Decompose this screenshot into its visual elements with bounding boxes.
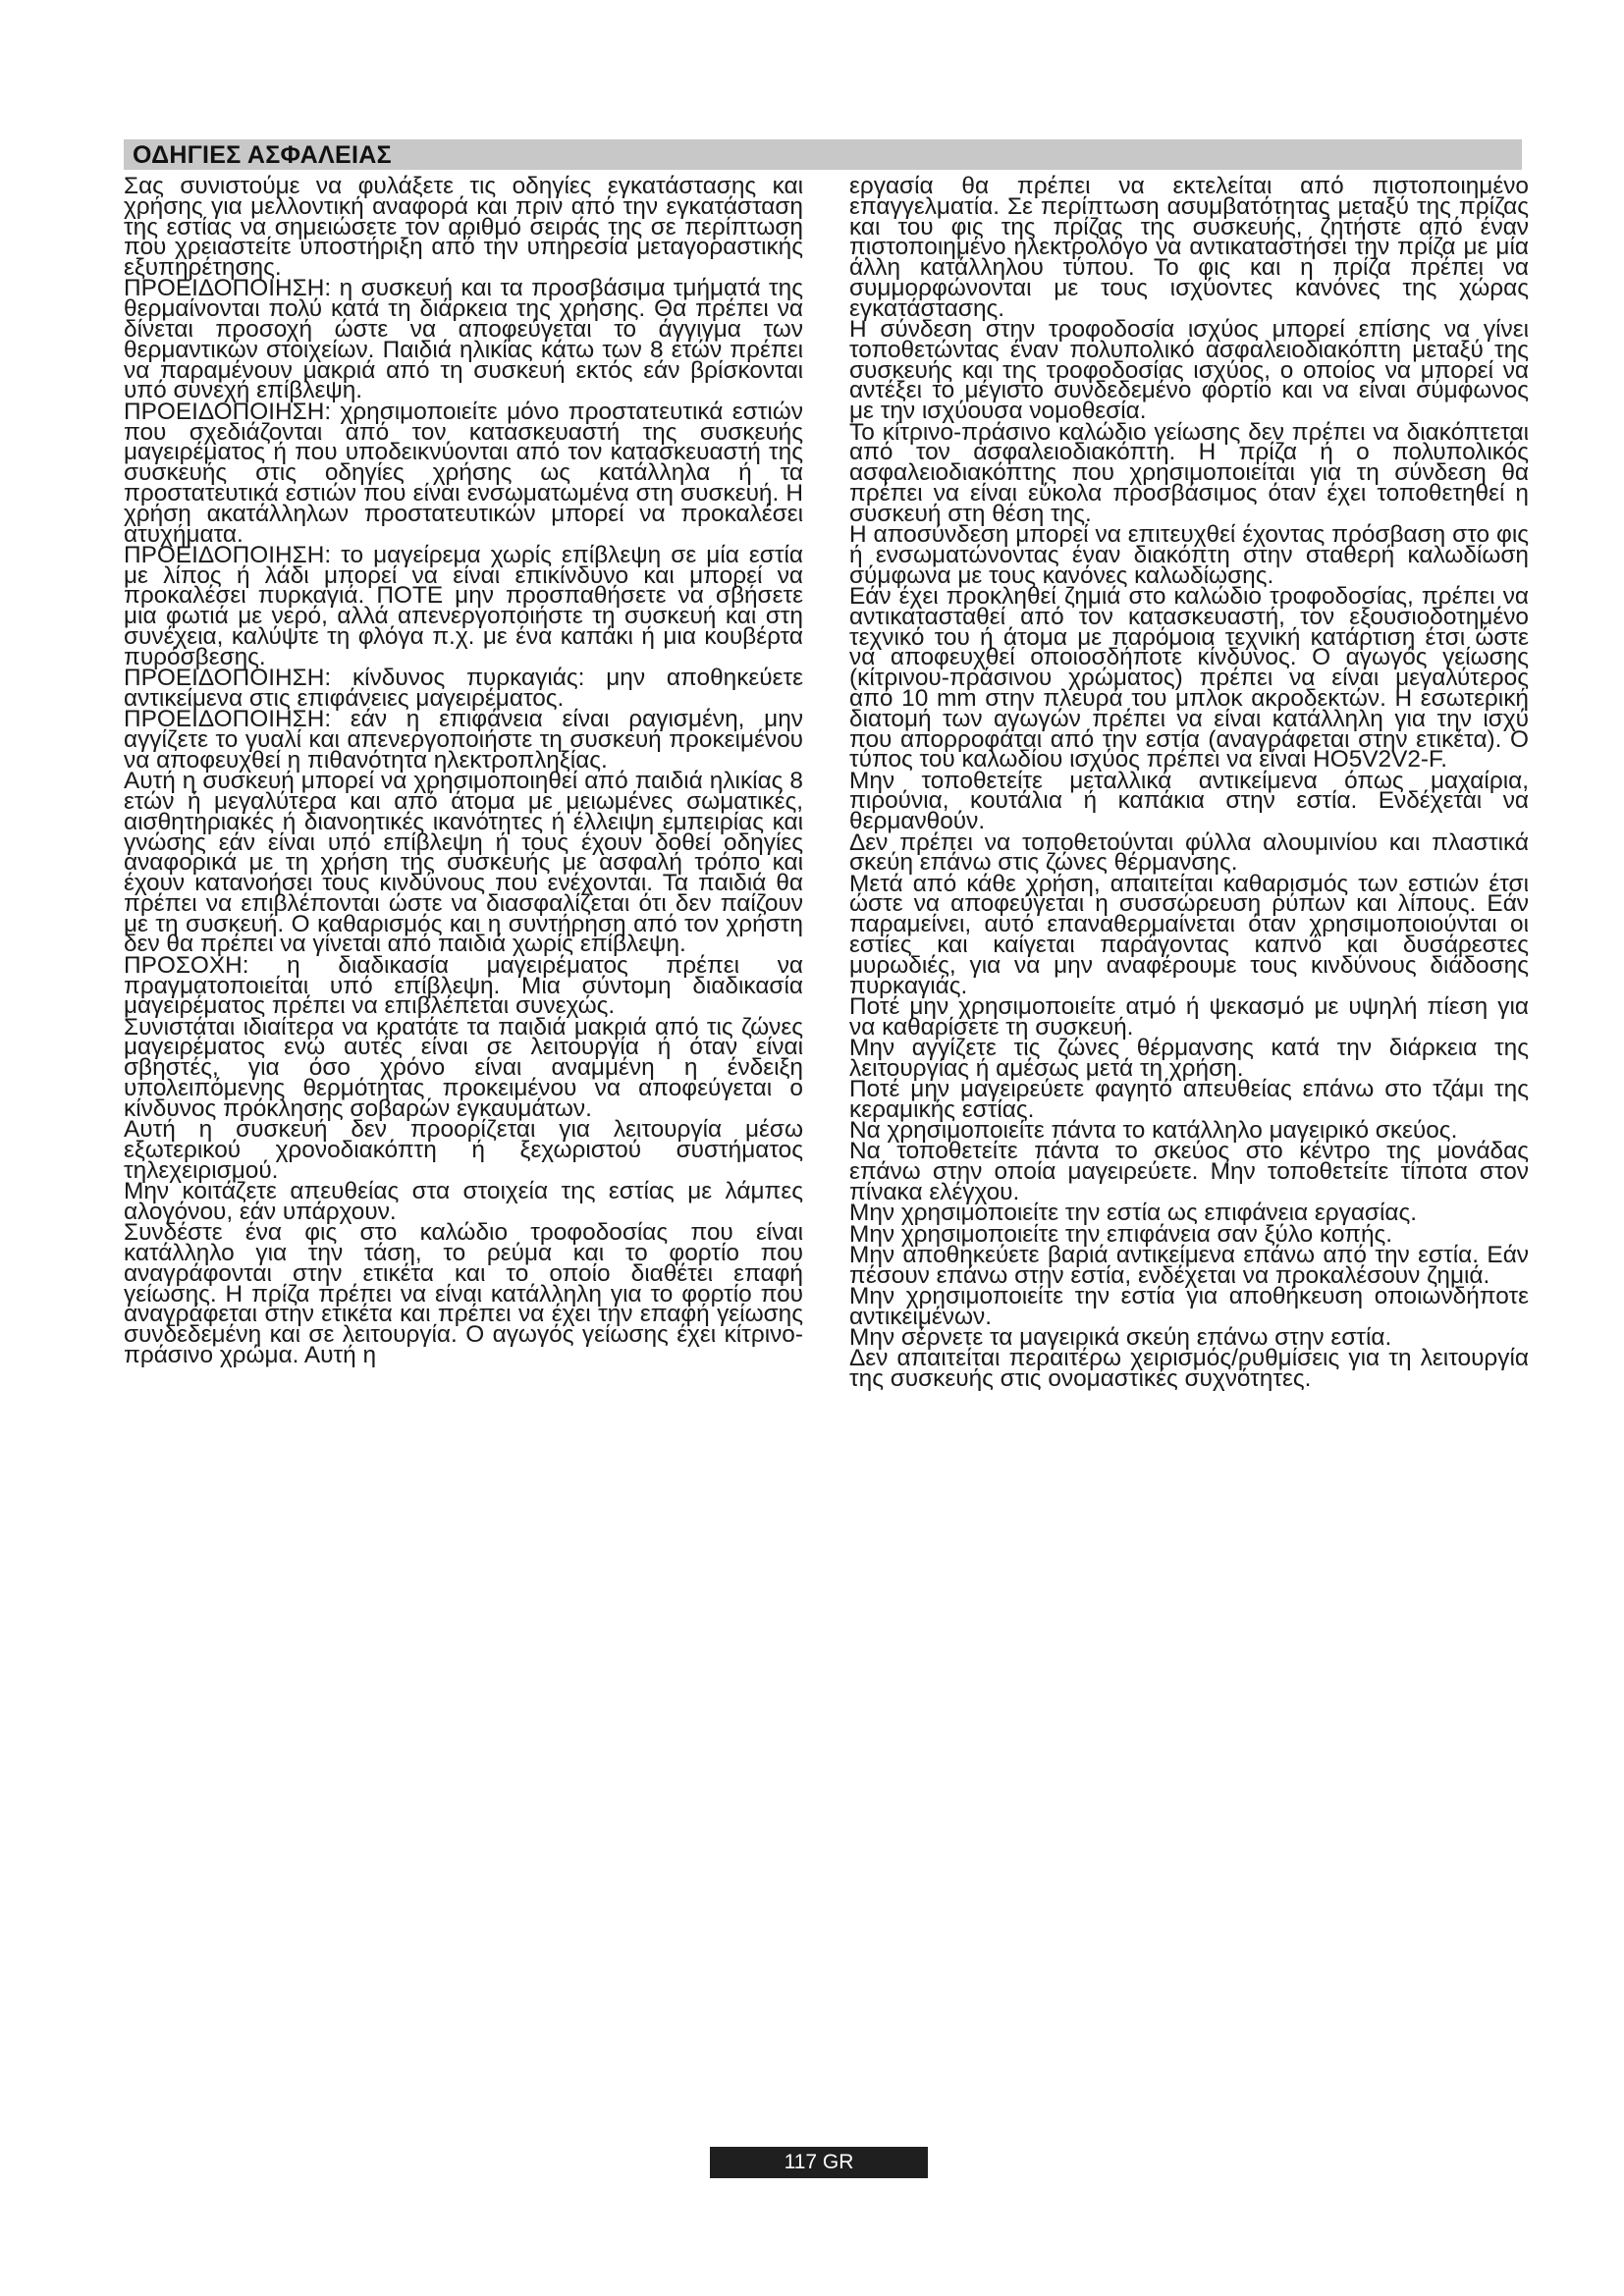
paragraph: Μην σέρνετε τα μαγειρικά σκεύη επάνω στην εστία. <box>849 1324 1392 1352</box>
paragraph: Ποτέ μην χρησιμοποιείτε ατμό ή ψεκασμό με υψηλή πίεση για να καθαρίσετε τη συσκευή. <box>849 992 1529 1041</box>
paragraph: Μετά από κάθε χρήση, απαιτείται καθαρισμός των εστιών έτσι ώστε να αποφεύγεται η συσσώρευση ρύπων και λίπους. Εάν παραμείνει, αυτό επαναθερμαίνεται όταν χρησιμοποιούνται οι εστίες και καίγεται παράγοντας καπνό και δυσάρεστες μυρωδιές, για να μην αναφέρουμε τους κινδύνους διάδοσης πυρκαγιάς. <box>849 870 1529 999</box>
paragraph: Συνδέστε ένα φις στο καλώδιο τροφοδοσίας που είναι κατάλληλο για την τάση, το ρεύμα και το φορτίο που αναγράφονται στην ετικέτα και το οποίο διαθέτει επαφή γείωσης. Η πρίζα πρέπει να είναι κατάλληλη για το φορτίο που αναγράφεται στην ετικέτα και πρέπει να έχει την επαφή γείωσης συνδεδεμένη και σε λειτουργία. Ο αγωγός γείωσης έχει κίτρινο-πράσινο χρώμα. Αυτή η <box>124 1219 803 1368</box>
paragraph: Σας συνιστούμε να φυλάξετε τις οδηγίες εγκατάστασης και χρήσης για μελλοντική αναφορά και πριν από την εγκατάσταση της εστίας να σημειώσετε τον αριθμό σειράς της σε περίπτωση που χρειαστείτε υποστήριξη από την υπηρεσία μεταγοραστικής εξυπηρέτησης. <box>124 173 803 282</box>
page-number: 117 GR <box>784 2151 854 2173</box>
paragraph: ΠΡΟΕΙΔΟΠΟΙΗΣΗ: η συσκευή και τα προσβάσιμα τμήματά της θερμαίνονται πολύ κατά τη διάρκεια της χρήσης. Θα πρέπει να δίνεται προσοχή ώστε να αποφεύγεται το άγγιγμα των θερμαντικών στοιχείων. Παιδιά ηλικίας κάτω των 8 ετών πρέπει να παραμένουν μακριά από τη συσκευή εκτός εάν βρίσκονται υπό συνεχή επίβλεψη. <box>124 275 803 404</box>
paragraph: εργασία θα πρέπει να εκτελείται από πιστοποιημένο επαγγελματία. Σε περίπτωση ασυμβατότητας μεταξύ της πρίζας και του φις της πρίζας της συσκευής, ζητήστε από έναν πιστοποιημένο ηλεκτρολόγο να αντικαταστήσει την πρίζα με μία άλλη κατάλληλου τύπου. Το φις και η πρίζα πρέπει να συμμορφώνονται με τους ισχύοντες κανόνες της χώρας εγκατάστασης. <box>849 173 1529 322</box>
paragraph: Το κίτρινο-πράσινο καλώδιο γείωσης δεν πρέπει να διακόπτεται από τον ασφαλειοδιακόπτη. Η πρίζα ή ο πολυπολικός ασφαλειοδιακόπτης που χρησιμοποιείται για τη σύνδεση θα πρέπει να είναι εύκολα προσβάσιμος όταν έχει τοποθετηθεί η συσκευή στη θέση της. <box>849 418 1529 527</box>
paragraph: Αυτή η συσκευή μπορεί να χρησιμοποιηθεί από παιδιά ηλικίας 8 ετών ή μεγαλύτερα και από άτομα με μειωμένες σωματικές, αισθητηριακές ή διανοητικές ικανότητες ή έλλειψη εμπειρίας και γνώσης εάν είναι υπό επίβλεψη ή τους έχουν δοθεί οδηγίες αναφορικά με τη χρήση της συσκευής με ασφαλή τρόπο και έχουν κατανοήσει τους κινδύνους που ενέχονται. Τα παιδιά θα πρέπει να επιβλέπονται ώστε να διασφαλίζεται ότι δεν παίζουν με τη συσκευή. Ο καθαρισμός και η συντήρηση από τον χρήστη δεν θα πρέπει να γίνεται από παιδιά χωρίς επίβλεψη. <box>124 768 803 958</box>
paragraph: ΠΡΟΕΙΔΟΠΟΙΗΣΗ: εάν η επιφάνεια είναι ραγισμένη, μην αγγίζετε το γυαλί και απενεργοποιήστε τη συσκευή προκειμένου να αποφευχθεί η πιθανότητα ηλεκτροπληξίας. <box>124 706 803 774</box>
paragraph: Μην χρησιμοποιείτε την εστία ως επιφάνεια εργασίας. <box>849 1200 1418 1227</box>
paragraph: Η σύνδεση στην τροφοδοσία ισχύος μπορεί επίσης να γίνει τοποθετώντας έναν πολυπολικό ασφαλειοδιακόπτη μεταξύ της συσκευής και της τροφοδοσίας ισχύος, ο οποίος να μπορεί να αντέξει το μέγιστο συνδεδεμένο φορτίο και να είναι σύμφωνος με την ισχύουσα νομοθεσία. <box>849 316 1529 425</box>
paragraph: ΠΡΟΕΙΔΟΠΟΙΗΣΗ: το μαγείρεμα χωρίς επίβλεψη σε μία εστία με λίπος ή λάδι μπορεί να είναι επικίνδυνο και μπορεί να προκαλέσει πυρκαγιά. ΠΟΤΕ μην προσπαθήσετε να σβήσετε μια φωτιά με νερό, αλλά απενεργοποιήστε τη συσκευή και στη συνέχεια, καλύψτε τη φλόγα π.χ. με ένα καπάκι ή μια κουβέρτα πυρόσβεσης. <box>124 541 803 670</box>
paragraph: Η αποσύνδεση μπορεί να επιτευχθεί έχοντας πρόσβαση στο φις ή ενσωματώνοντας έναν διακόπτη στην σταθερή καλωδίωση σύμφωνα με τους κανόνες καλωδίωσης. <box>849 521 1529 589</box>
paragraph: Να τοποθετείτε πάντα το σκεύος στο κέντρο της μονάδας επάνω στην οποία μαγειρεύετε. Μην τοποθετείτε τίποτα στον πίνακα ελέγχου. <box>849 1138 1529 1206</box>
paragraph: Συνιστάται ιδιαίτερα να κρατάτε τα παιδιά μακριά από τις ζώνες μαγειρέματος ενώ αυτές είναι σε λειτουργία ή όταν είναι σβηστές, για όσο χρόνο είναι αναμμένη η ένδειξη υπολειπόμενης θερμότητας προκειμένου να αποφεύγεται ο κίνδυνος πρόκλησης σοβαρών εγκαυμάτων. <box>124 1013 803 1122</box>
paragraph: Εάν έχει προκληθεί ζημιά στο καλώδιο τροφοδοσίας, πρέπει να αντικατασταθεί από τον κατασκευαστή, τον εξουσιοδοτημένο τεχνικό του ή άτομα με παρόμοια τεχνική κατάρτιση έτσι ώστε να αποφευχθεί οποιοσδήποτε κίνδυνος. Ο αγωγός γείωσης (κίτρινου-πράσινου χρώματος) πρέπει να είναι μεγαλύτερος από 10 mm στην πλευρά του μπλοκ ακροδεκτών. Η εσωτερική διατομή των αγωγών πρέπει να είναι κατάλληλη για την ισχύ που απορροφάται από την εστία (αναγράφεται στην ετικέτα). Ο τύπος του καλωδίου ισχύος πρέπει να είναι HO5V2V2-F. <box>849 582 1529 774</box>
paragraph: Μην τοποθετείτε μεταλλικά αντικείμενα όπως μαχαίρια, πιρούνια, κουτάλια ή καπάκια στην εστία. Ενδέχεται να θερμανθούν. <box>849 767 1529 835</box>
right-column <box>849 173 1529 1393</box>
paragraph: Μην κοιτάζετε απευθείας στα στοιχεία της εστίας με λάμπες αλογόνου, εάν υπάρχουν. <box>124 1178 803 1225</box>
paragraph: Ποτέ μην μαγειρεύετε φαγητό απευθείας επάνω στο τζάμι της κεραμικής εστίας. <box>849 1076 1529 1123</box>
paragraph: ΠΡΟΣΟΧΗ: η διαδικασία μαγειρέματος πρέπει να πραγματοποιείται υπό επίβλεψη. Μια σύντομη διαδικασία μαγειρέματος πρέπει να επιβλέπεται συνεχώς. <box>124 951 803 1020</box>
paragraph: ΠΡΟΕΙΔΟΠΟΙΗΣΗ: χρησιμοποιείτε μόνο προστατευτικά εστιών που σχεδιάζονται από τον κατασκευαστή της συσκευής μαγειρέματος ή που υποδεικνύονται από τον κατασκευαστή της συσκευής στις οδηγίες χρήσης ως κατάλληλα ή τα προστατευτικά εστιών που είναι ενσωματωμένα στη συσκευή. Η χρήση ακατάλληλων προστατευτικών μπορεί να προκαλέσει ατυχήματα. <box>124 398 803 548</box>
paragraph: Μην αγγίζετε τις ζώνες θέρμανσης κατά την διάρκεια της λειτουργίας ή αμέσως μετά τη χρήση. <box>849 1034 1529 1082</box>
paragraph: ΠΡΟΕΙΔΟΠΟΙΗΣΗ: κίνδυνος πυρκαγιάς: μην αποθηκεύετε αντικείμενα στις επιφάνειες μαγειρέματος. <box>124 665 803 712</box>
left-column <box>124 173 803 1368</box>
paragraph: Να χρησιμοποιείτε πάντα το κατάλληλο μαγειρικό σκεύος. <box>849 1117 1458 1145</box>
paragraph: Δεν πρέπει να τοποθετούνται φύλλα αλουμινίου και πλαστικά σκεύη επάνω στις ζώνες θέρμανσης. <box>849 828 1529 877</box>
page-number-badge <box>710 2147 928 2178</box>
section-header <box>124 139 1522 170</box>
section-title: ΟΔΗΓΙΕΣ ΑΣΦΑΛΕΙΑΣ <box>133 141 392 169</box>
paragraph: Αυτή η συσκευή δεν προορίζεται για λειτουργία μέσω εξωτερικού χρονοδιακόπτη ή ξεχωριστού συστήματος τηλεχειρισμού. <box>124 1116 803 1184</box>
paragraph: Μην χρησιμοποιείτε την εστία για αποθήκευση οποιωνδήποτε αντικειμένων. <box>849 1283 1529 1330</box>
paragraph: Μην χρησιμοποιείτε την επιφάνεια σαν ξύλο κοπής. <box>849 1220 1393 1248</box>
paragraph: Μην αποθηκεύετε βαριά αντικείμενα επάνω από την εστία. Εάν πέσουν επάνω στην εστία, ενδέχεται να προκαλέσουν ζημιά. <box>849 1241 1529 1289</box>
paragraph: Δεν απαιτείται περαιτέρω χειρισμός/ρυθμίσεις για τη λειτουργία της συσκευής στις ονομαστικές συχνότητες. <box>849 1345 1529 1393</box>
